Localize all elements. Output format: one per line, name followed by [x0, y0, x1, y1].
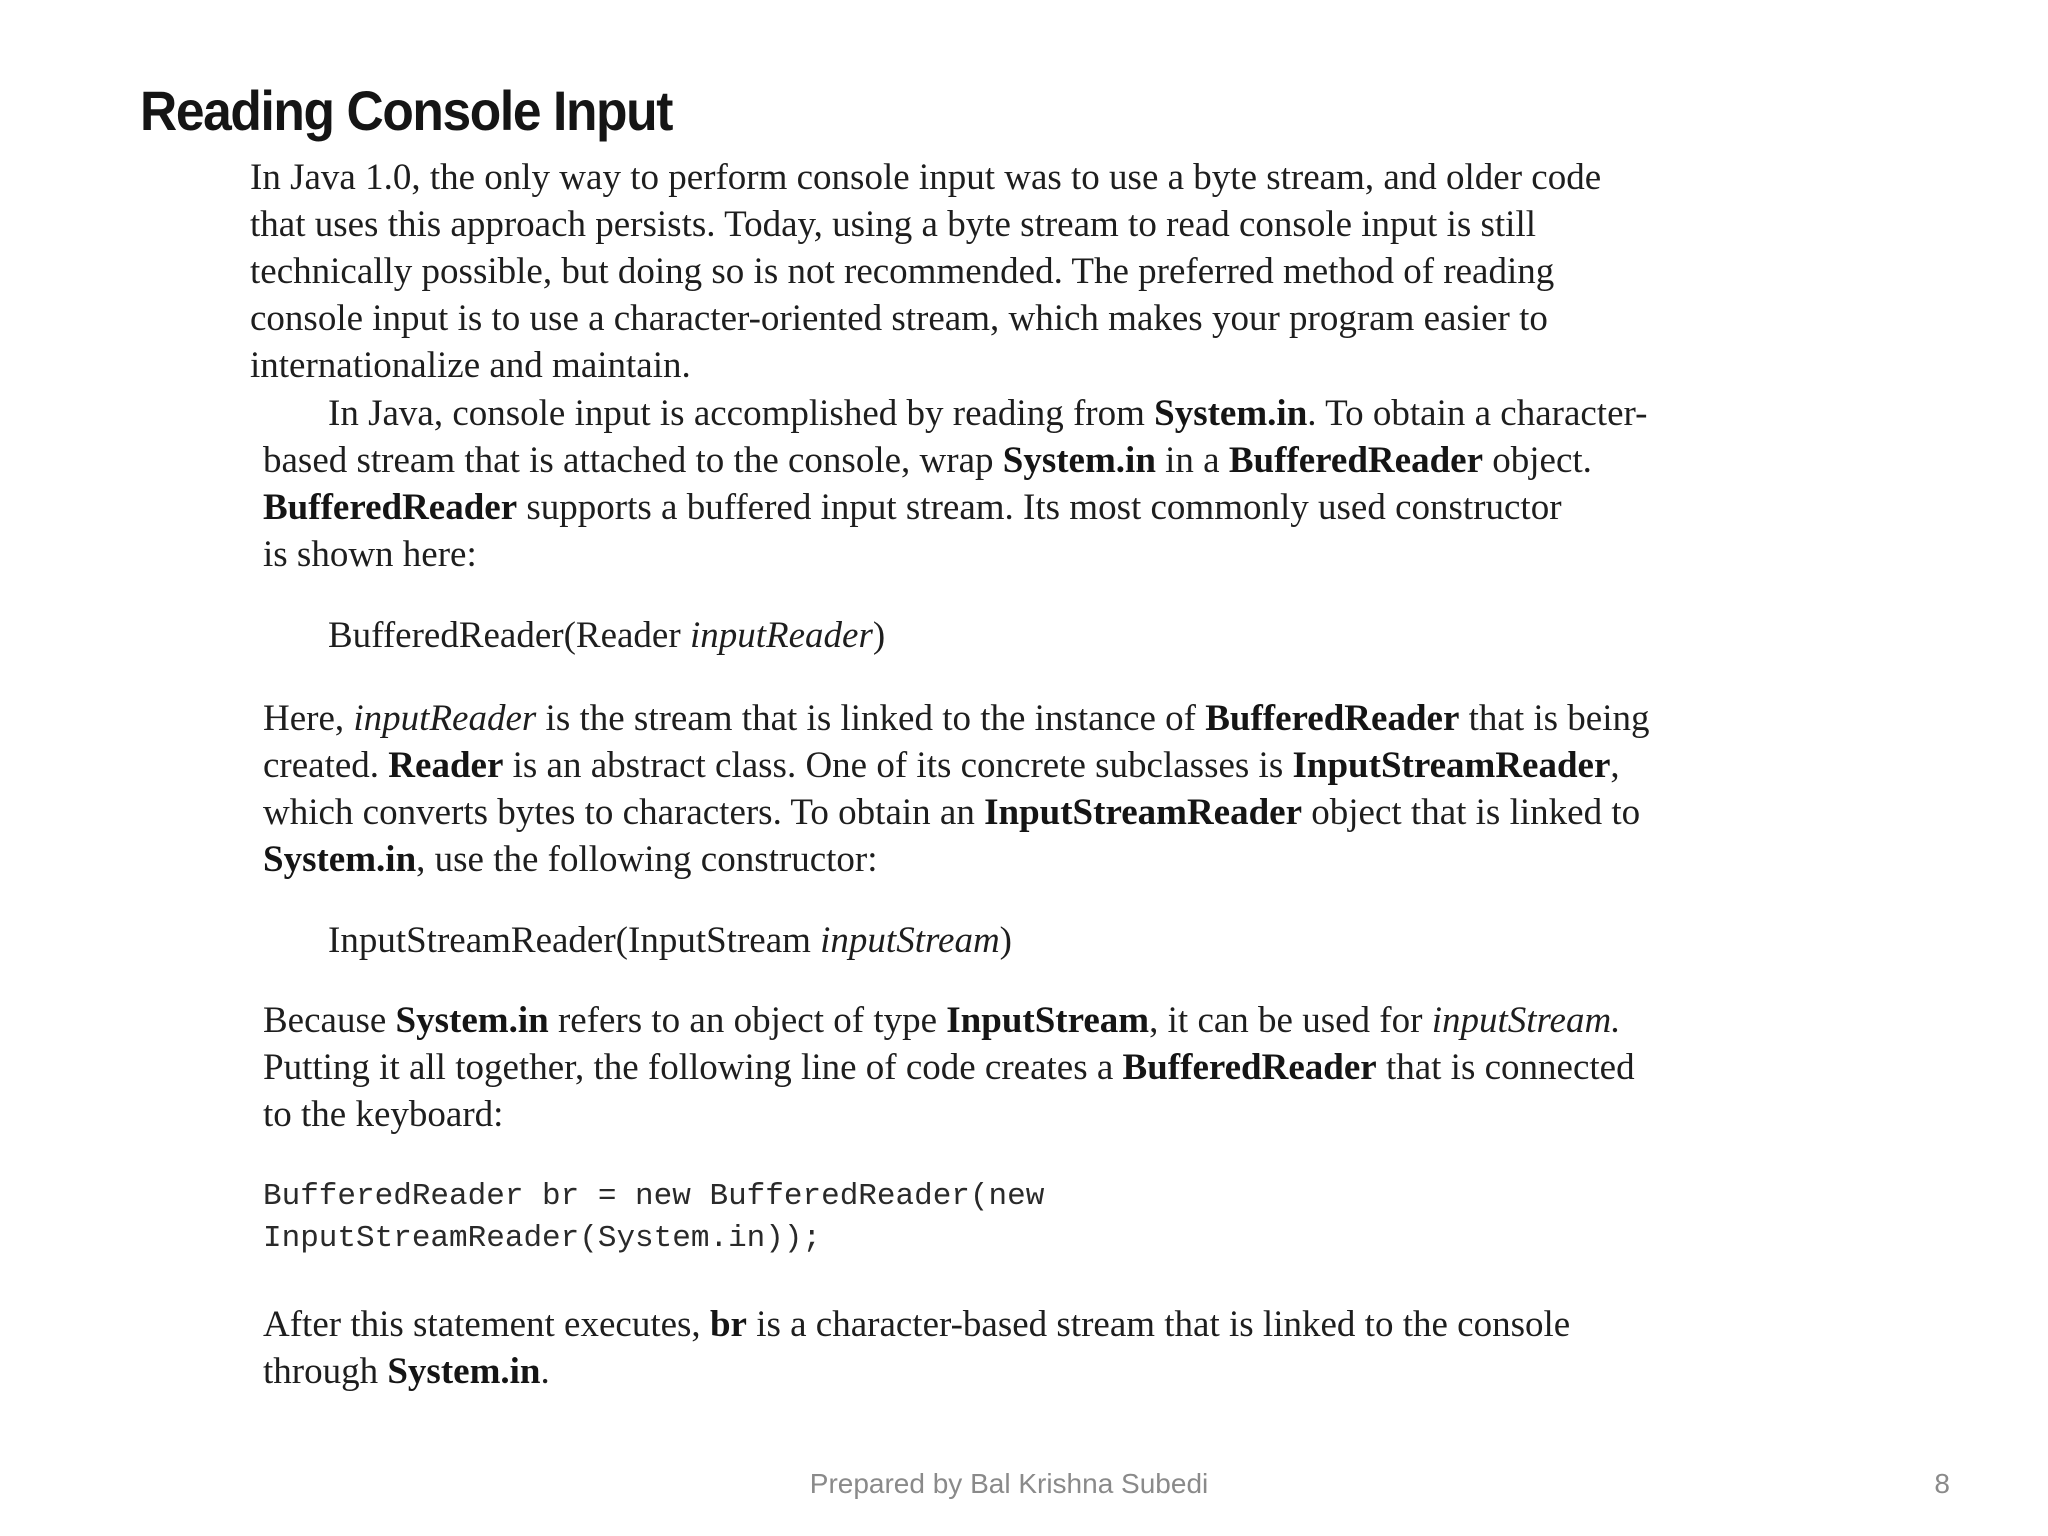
text-run: which converts bytes to characters. To obtain an — [263, 792, 985, 833]
code-term: BufferedReader — [263, 487, 518, 528]
text-run: object. — [1483, 440, 1592, 481]
text-run: that is connected — [1376, 1047, 1635, 1088]
code-term: InputStreamReader — [984, 792, 1303, 833]
text-run: , it can be used for — [1149, 1000, 1432, 1041]
text-line — [263, 997, 1873, 1044]
text-run: ) — [999, 920, 1012, 961]
text-run: supports a buffered input stream. Its most commonly used constructor — [517, 487, 1562, 528]
text-run: based stream that is attached to the console, wrap — [263, 440, 1003, 481]
text-run: in a — [1155, 440, 1229, 481]
text-run: , — [1610, 745, 1620, 786]
parameter-name: inputReader — [689, 615, 873, 656]
text-line — [263, 789, 1873, 836]
slide-number: 8 — [1934, 1468, 1950, 1499]
code-term: br — [709, 1304, 747, 1345]
text-line: technically possible, but doing so is not recommended. The preferred method of reading — [250, 251, 1555, 292]
text-line — [263, 437, 1863, 484]
text-line: console input is to use a character-oriented stream, which makes your program easier to — [250, 298, 1548, 339]
code-line: BufferedReader br = new BufferedReader(new — [263, 1179, 1045, 1214]
conclusion-paragraph — [263, 1301, 1873, 1395]
text-run: is the stream that is linked to the instance of — [536, 698, 1206, 739]
intro-paragraph — [250, 154, 1880, 380]
text-line — [263, 390, 1863, 437]
text-line — [263, 484, 1863, 531]
text-run: In Java, console input is accomplished by reading from — [328, 393, 1155, 434]
text-line: is shown here: — [263, 534, 477, 575]
text-run: InputStreamReader(InputStream — [328, 920, 821, 961]
text-run: created. — [263, 745, 389, 786]
code-term: BufferedReader — [1205, 698, 1460, 739]
code-term: InputStreamReader — [1292, 745, 1611, 786]
text-run: Putting it all together, the following line of code creates a — [263, 1047, 1123, 1088]
text-run: Here, — [263, 698, 354, 739]
text-run: is an abstract class. One of its concrete subclasses is — [503, 745, 1293, 786]
text-run: ) — [872, 615, 886, 656]
code-term: InputStream — [946, 1000, 1150, 1041]
code-line: InputStreamReader(System.in)); — [263, 1221, 822, 1256]
input-reader-paragraph — [263, 695, 1873, 883]
text-line — [263, 1301, 1873, 1348]
text-run: through — [263, 1351, 388, 1392]
footer-credit: Prepared by Bal Krishna Subedi — [809, 1468, 1209, 1499]
text-run: , use the following constructor: — [416, 839, 878, 880]
parameter-name: inputReader — [353, 698, 537, 739]
text-line — [263, 1348, 1873, 1395]
input-stream-reader-signature — [328, 917, 1012, 964]
system-in-paragraph — [263, 390, 1863, 578]
code-term: System.in — [263, 839, 417, 880]
slide-title: Reading Console Input — [140, 79, 673, 142]
text-run: . To obtain a character- — [1307, 393, 1648, 434]
text-line — [263, 836, 1873, 883]
text-line: that uses this approach persists. Today, using a byte stream to read console input is still — [250, 204, 1537, 245]
text-line — [263, 742, 1873, 789]
text-line: In Java 1.0, the only way to perform console input was to use a byte stream, and older code — [250, 157, 1602, 198]
text-run: BufferedReader(Reader — [328, 615, 690, 656]
putting-together-paragraph — [263, 997, 1873, 1138]
text-run: refers to an object of type — [548, 1000, 947, 1041]
code-term: BufferedReader — [1122, 1047, 1377, 1088]
text-run: that is being — [1459, 698, 1650, 739]
parameter-name: inputStream. — [1431, 1000, 1621, 1041]
text-run: object that is linked to — [1302, 792, 1641, 833]
text-run: After this statement executes, — [263, 1304, 710, 1345]
code-term: BufferedReader — [1228, 440, 1483, 481]
code-term: Reader — [388, 745, 504, 786]
parameter-name: inputStream — [820, 920, 1000, 961]
code-term: System.in — [1002, 440, 1156, 481]
buffered-reader-signature — [328, 612, 885, 659]
code-term: System.in — [387, 1351, 541, 1392]
text-run: Because — [263, 1000, 396, 1041]
text-line: internationalize and maintain. — [250, 345, 691, 380]
text-run: is a character-based stream that is linked to the console — [746, 1304, 1571, 1345]
text-line: to the keyboard: — [263, 1094, 504, 1135]
text-run: . — [540, 1351, 550, 1392]
code-term: System.in — [395, 1000, 549, 1041]
text-line — [263, 1044, 1873, 1091]
code-term: System.in — [1154, 393, 1308, 434]
code-block — [263, 1176, 1044, 1260]
text-line — [263, 695, 1873, 742]
